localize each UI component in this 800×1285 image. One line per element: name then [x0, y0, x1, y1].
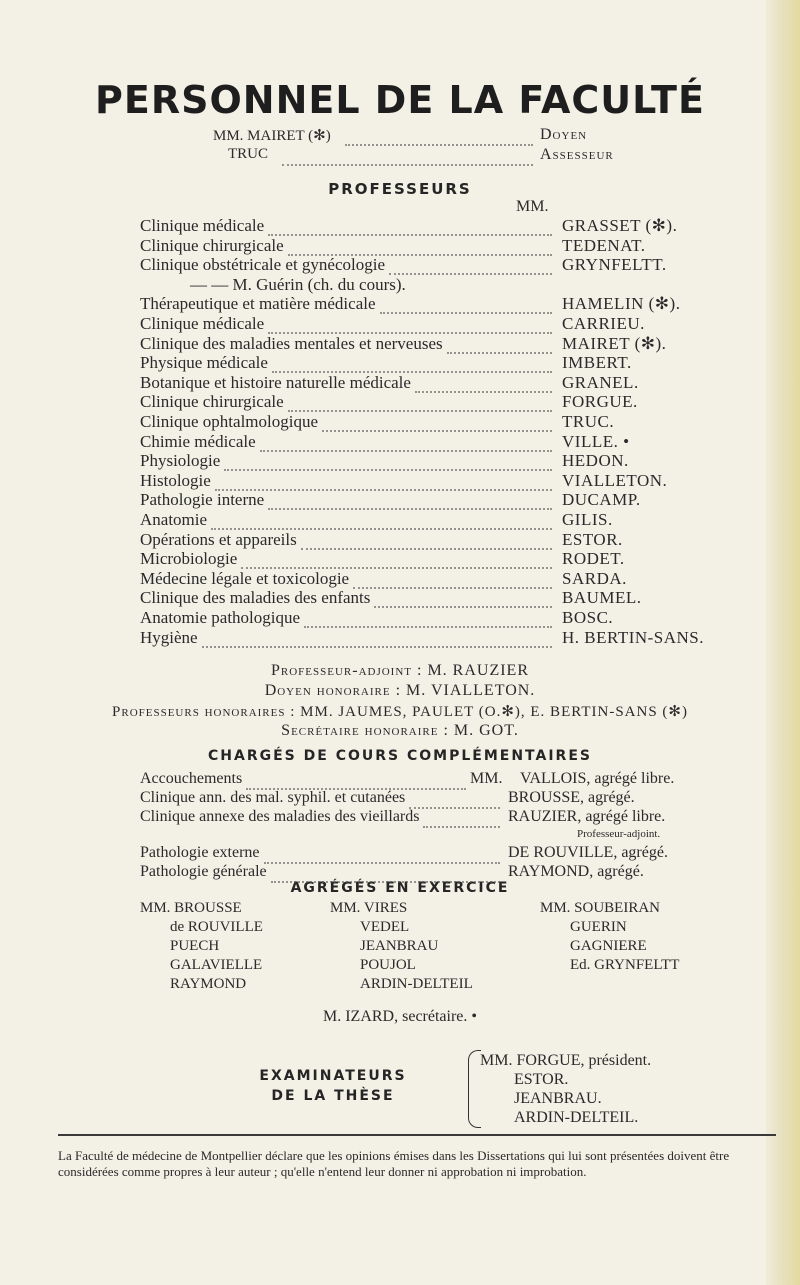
examinateur-name: ARDIN-DELTEIL. — [514, 1109, 639, 1126]
examinateur-name: ESTOR. — [514, 1071, 569, 1088]
professeur-name: TRUC. — [562, 412, 615, 431]
secretaire-line: M. IZARD, secrétaire. • — [323, 1008, 477, 1025]
professeur-name: CARRIEU. — [562, 314, 645, 333]
examinateur-name: JEANBRAU. — [514, 1090, 602, 1107]
charge-course: Clinique ann. des mal. syphil. et cutanées — [140, 789, 406, 806]
leader-dots — [268, 315, 552, 334]
professeur-chair: Chimie médicale — [140, 431, 256, 451]
leader-dots — [288, 237, 552, 256]
professeur-chair: Botanique et histoire naturelle médicale — [140, 372, 411, 392]
agrege-name: MM. VIRES — [330, 900, 408, 916]
leader-dots — [374, 589, 552, 608]
agrege-name: GUERIN — [570, 919, 627, 935]
leader-dots — [409, 790, 500, 809]
examinateurs-heading: EXAMINATEURS — [259, 1068, 407, 1084]
leader-dots — [301, 531, 552, 550]
professeur-adjoint-line: Professeur-adjoint : M. RAUZIER — [270, 662, 530, 679]
professeur-name: GRANEL. — [562, 372, 639, 392]
these-heading: DE LA THÈSE — [271, 1088, 395, 1104]
agrege-name: PUECH — [170, 938, 220, 954]
leader-dots — [260, 433, 552, 452]
leader-dots — [268, 217, 552, 236]
professeur-name: GRASSET (✻). — [562, 216, 678, 235]
professeur-adjoint-note: Professeur-adjoint. — [577, 828, 661, 840]
professeur-name: BOSC. — [562, 608, 614, 627]
leader-dots — [447, 335, 552, 354]
page-title: PERSONNEL DE LA FACULTÉ — [95, 78, 705, 122]
leader-dots — [215, 472, 552, 491]
professeur-name: SARDA. — [562, 568, 627, 588]
charge-name: DE ROUVILLE, agrégé. — [508, 844, 668, 861]
officer-assesseur-role: Assesseur — [540, 146, 614, 163]
agrege-name: de ROUVILLE — [170, 919, 263, 935]
professeur-chair: Anatomie — [140, 510, 208, 529]
professeurs-honoraires-line: Professeurs honoraires : MM. JAUMES, PAULET (O.✻), E. BERTIN-SANS (✻) — [112, 704, 688, 720]
agrege-name: GALAVIELLE — [170, 957, 263, 973]
charge-course: Pathologie externe — [140, 844, 260, 861]
professeur-name: MAIRET (✻). — [562, 333, 667, 353]
leader-dots — [353, 570, 552, 589]
footer-rule — [58, 1134, 776, 1136]
professeur-name: VIALLETON. — [562, 470, 668, 490]
charge-course: Accouchements — [140, 770, 243, 787]
agrege-name: Ed. GRYNFELTT — [570, 957, 680, 973]
agrege-name: JEANBRAU — [360, 938, 439, 954]
leader-dots — [211, 511, 552, 530]
professeur-name: GRYNFELTT. — [562, 255, 667, 275]
officer-doyen-role: Doyen — [540, 126, 588, 143]
professeur-name: TEDENAT. — [562, 235, 646, 255]
officer-assesseur-names: TRUC — [228, 146, 269, 162]
professeur-name: RODET. — [562, 549, 625, 569]
leader-dots — [304, 609, 552, 628]
professeur-chair: Hygiène — [140, 627, 198, 647]
agrege-name: POUJOL — [360, 957, 416, 973]
leader-dots — [268, 491, 552, 510]
professeur-chair: Clinique des maladies mentales et nerveuses — [140, 333, 443, 353]
leader-dots — [241, 550, 552, 569]
charge-name: BROUSSE, agrégé. — [508, 789, 635, 806]
professeur-name: H. BERTIN-SANS. — [562, 627, 705, 647]
leader-dots — [282, 147, 533, 166]
professeur-chair: Pathologie interne — [140, 490, 265, 510]
examinateurs-brace — [468, 1050, 481, 1128]
examinateur-name: MM. FORGUE, président. — [480, 1052, 652, 1069]
professeur-chair: Clinique médicale — [140, 216, 265, 235]
professeurs-mm: MM. — [516, 198, 549, 215]
charges-mm: MM. — [470, 770, 503, 787]
charge-name: RAYMOND, agrégé. — [508, 863, 644, 880]
charge-course: Clinique annexe des maladies des vieillards — [140, 808, 420, 825]
charge-name: RAUZIER, agrégé libre. — [508, 808, 666, 825]
leader-dots — [202, 629, 552, 648]
professeur-chair: Clinique chirurgicale — [140, 392, 284, 412]
professeur-chair: Clinique des maladies des enfants — [140, 588, 371, 608]
professeur-name: DUCAMP. — [562, 490, 641, 510]
professeur-chair: Clinique médicale — [140, 314, 265, 333]
leader-dots — [246, 771, 466, 790]
professeur-chair: Clinique chirurgicale — [140, 235, 284, 255]
agrege-name: MM. BROUSSE — [140, 900, 242, 916]
charge-course: Pathologie générale — [140, 863, 267, 880]
leader-dots — [345, 127, 533, 146]
agrege-name: RAYMOND — [170, 976, 247, 992]
leader-dots — [224, 452, 552, 471]
professeur-chair: Physique médicale — [140, 353, 268, 373]
leader-dots — [423, 809, 500, 828]
leader-dots — [264, 845, 500, 864]
professeur-chair: Physiologie — [140, 451, 221, 471]
professeur-chair: Thérapeutique et matière médicale — [140, 294, 376, 314]
leader-dots — [380, 295, 552, 314]
professeur-chair: Clinique obstétricale et gynécologie — [140, 255, 386, 275]
professeur-name: FORGUE. — [562, 392, 638, 412]
leader-dots — [389, 256, 552, 275]
professeur-chair: Microbiologie — [140, 549, 238, 569]
professeur-name: ESTOR. — [562, 529, 623, 549]
professeur-name: BAUMEL. — [562, 588, 642, 608]
agreges-heading: AGRÉGÉS EN EXERCICE — [290, 880, 510, 896]
leader-dots — [271, 864, 500, 883]
agrege-name: ARDIN-DELTEIL — [360, 976, 473, 992]
professeur-chair: Histologie — [140, 470, 211, 490]
professeur-chair: — — M. Guérin (ch. du cours). — [190, 274, 406, 294]
doyen-honoraire-line: Doyen honoraire : M. VIALLETON. — [264, 682, 536, 699]
agrege-name: VEDEL — [360, 919, 410, 935]
professeur-name: VILLE. • — [562, 431, 630, 451]
leader-dots — [288, 393, 552, 412]
secretaire-honoraire-line: Secrétaire honoraire : M. GOT. — [281, 722, 519, 739]
professeur-name: IMBERT. — [562, 353, 632, 373]
professeur-name: GILIS. — [562, 510, 613, 529]
professeur-name: HAMELIN (✻). — [562, 294, 681, 314]
professeur-chair: Clinique ophtalmologique — [140, 412, 319, 431]
professeur-chair: Médecine légale et toxicologie — [140, 568, 350, 588]
professeur-chair: Anatomie pathologique — [140, 608, 301, 627]
leader-dots — [322, 413, 552, 432]
agrege-name: GAGNIERE — [570, 938, 647, 954]
leader-dots — [415, 374, 552, 393]
professeur-name: HEDON. — [562, 451, 629, 471]
officer-doyen-names: MM. MAIRET (✻) — [213, 128, 331, 144]
professeurs-heading: PROFESSEURS — [328, 180, 472, 198]
charge-name: VALLOIS, agrégé libre. — [520, 770, 675, 787]
charges-heading: CHARGÉS DE COURS COMPLÉMENTAIRES — [208, 748, 592, 764]
footer-disclaimer: La Faculté de médecine de Montpellier déclare que les opinions émises dans les Dissertations qui lui sont présentées doivent être considérées comme propres à leur auteur ; qu'elle n'entend leur donner ni approbation ni improbation. — [58, 1148, 730, 1179]
professeur-chair: Opérations et appareils — [140, 529, 297, 549]
leader-dots — [272, 354, 552, 373]
agrege-name: MM. SOUBEIRAN — [540, 900, 661, 916]
